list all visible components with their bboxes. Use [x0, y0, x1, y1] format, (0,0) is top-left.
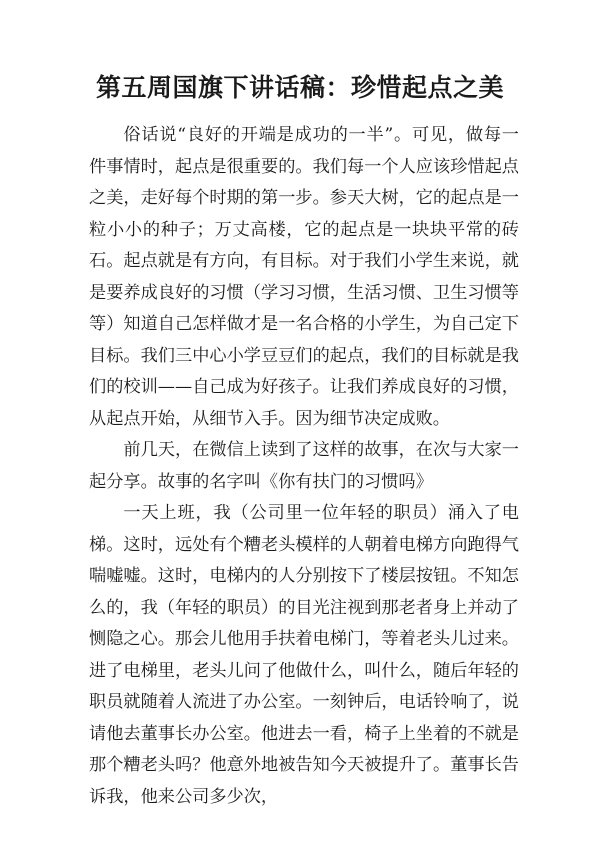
- document-title: 第五周国旗下讲话稿：珍惜起点之美: [95, 73, 504, 102]
- document-body: [89, 120, 519, 813]
- paragraph-3: 一天上班，我（公司里一位年轻的职员）涌入了电梯。这时，远处有个糟老头模样的人朝着电梯方向跑得气喘嘘嘘。这时，电梯内的人分别按下了楼层按钮。不知怎么的，我（年轻的职员）的目光注视到那老者身上并动了恻隐之心。那会儿他用手扶着电梯门，等着老头儿过来。进了电梯里，老头儿问了他做什么，叫什么，随后年轻的职员就随着人流进了办公室。一刻钟后，电话铃响了，说请他去董事长办公室。他进去一看，椅子上坐着的不就是那个糟老头吗？他意外地被告知今天被提升了。董事长告诉我，他来公司多少次，: [89, 503, 519, 807]
- paragraph-1: 俗话说“良好的开端是成功的一半”。可见，做每一件事情时，起点是很重要的。我们每一个人应该珍惜起点之美，走好每个时期的第一步。参天大树，它的起点是一粒小小的种子；万丈高楼，它的起点是一块块平常的砖石。起点就是有方向，有目标。对于我们小学生来说，就是要养成良好的习惯（学习习惯，生活习惯、卫生习惯等等）知道自己怎样做才是一名合格的小学生，为自己定下目标。我们三中心小学豆豆们的起点，我们的目标就是我们的校训——自己成为好孩子。让我们养成良好的习惯，从起点开始，从细节入手。因为细节决定成败。: [89, 125, 519, 429]
- paragraph-2: 前几天，在微信上读到了这样的故事，在次与大家一起分享。故事的名字叫《你有扶门的习惯吗》: [89, 440, 519, 492]
